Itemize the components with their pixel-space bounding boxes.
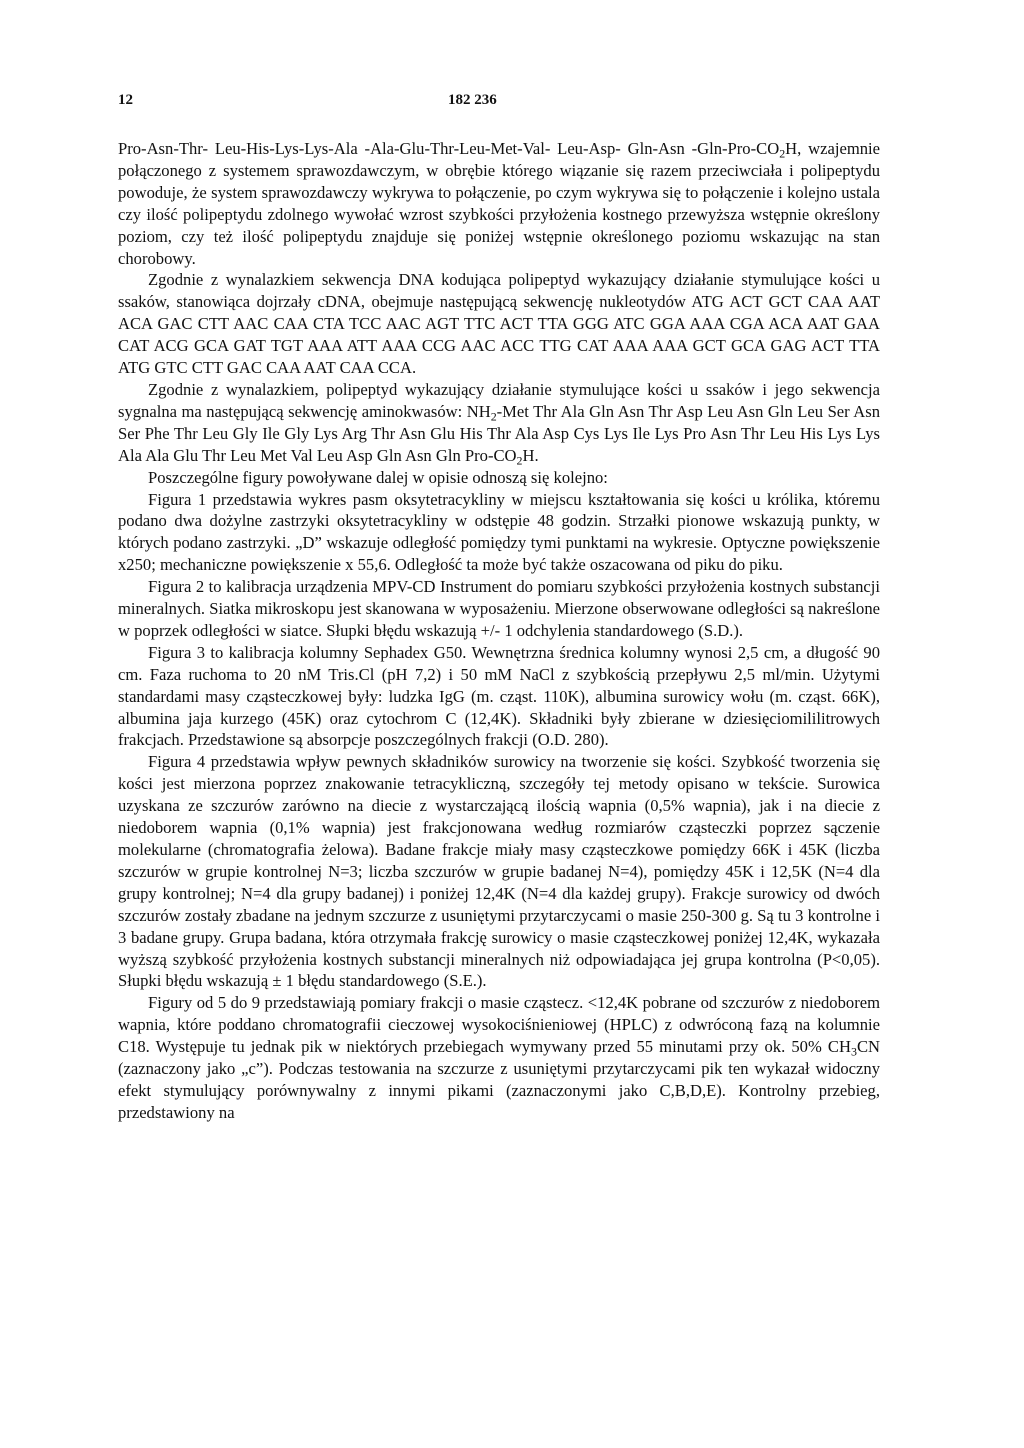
paragraph-2: Zgodnie z wynalazkiem sekwencja DNA kodująca polipeptyd wykazujący działanie stymulujące kości u ssaków, stanowiąca dojrzały cDNA, obejmuje następującą sekwencję nukleotydów ATG ACT GCT CAA AAT ACA GAC CTT AAC CAA CTA TCC AAC AGT TTC ACT TTA GGG ATC GGA AAA CGA ACA AAT GAA CAT ACG GCA GAT TGT AAA ATT AAA CCG AAC ACC TTG CAT AAA AAA GCT GCA GAG ACT TTA ATG GTC CTT GAC CAA AAT CAA CCA. [118,270,880,378]
paragraph-8: Figura 4 przedstawia wpływ pewnych składników surowicy na tworzenie się kości. Szybkość tworzenia się kości jest mierzona poprzez znakowanie tetracykliczną, szczegóły tej metody opisano w tekście. Surowica uzyskana ze szczurów zarówno na diecie z wystarczającą ilością wapnia (0,5% wapnia), jak i na diecie z niedoborem wapnia (0,1% wapnia) jest frakcjonowana według rozmiarów cząsteczki poprzez sączenie molekularne (chromatografia żelowa). Badane frakcje miały masy cząsteczkowe pomiędzy 66K i 45K (liczba szczurów w grupie kontrolnej N=3; liczba szczurów w grupie badanej N=4), pomiędzy 45K i 12,5K (N=4 dla grupy kontrolnej; N=4 dla grupy badanej) i poniżej 12,4K (N=4 dla każdej grupy). Frakcje surowicy od dwóch szczurów zostały zbadane na jednym szczurze z usuniętymi przytarczycami o masie 250-300 g. Są tu 3 kontrolne i 3 badane grupy. Grupa badana, która otrzymała frakcję surowicy o masie cząsteczkowej poniżej 12,4K, wykazała wyższą szybkość przyłożenia kostnych substancji mineralnych niż odpowiadająca jej grupa kontrolna (P<0,05). Słupki błędu wskazują ± 1 błędu standardowego (S.E.). [118,752,880,991]
paragraph-5: Figura 1 przedstawia wykres pasm oksytetracykliny w miejscu kształtowania się kości u królika, któremu podano dwa dożylne zastrzyki oksytetracykliny w odstępie 48 godzin. Strzałki pionowe wskazują punkty, w których podano zastrzyki. „D” wskazuje odległość pomiędzy tymi punktami na wykresie. Optyczne powiększenie x250; mechaniczne powiększenie x 55,6. Odległość ta może być także oszacowana od piku do piku. [118,489,880,575]
page-number: 12 [118,92,133,108]
paragraph-1: Pro-Asn-Thr- Leu-His-Lys-Lys-Ala -Ala-Glu-Thr-Leu-Met-Val- Leu-Asp- Gln-Asn $-Gln-Pro-CO_2H$, wzajemnie połączonego z systemem sprawozdawczym, w obrębie którego wiązanie się razem przeciwciała i polipeptydu powoduje, że system sprawozdawczy wykrywa to połączenie, po czym wykrywa się to połączenie i kolejno ustala czy ilość polipeptydu zdolnego wywołać wzrost szybkości przyłożenia kostnego przewyższa wstępnie określony poziom, czy też ilość polipeptydu znajduje się poniżej wstępnie określonego poziomu wskazując na stan chorobowy. [118,139,880,268]
body-text [118,138,880,1124]
paragraph-6: Figura 2 to kalibracja urządzenia MPV-CD Instrument do pomiaru szybkości przyłożenia kostnych substancji mineralnych. Siatka mikroskopu jest skanowana w wyposażeniu. Mierzone obserwowane odległości są nakreślone w poprzek odległości w siatce. Słupki błędu wskazują +/- 1 odchylenia standardowego (S.D.). [118,577,880,640]
patent-number: 182 236 [448,92,497,108]
paragraph-7: Figura 3 to kalibracja kolumny Sephadex G50. Wewnętrzna średnica kolumny wynosi 2,5 cm, a długość 90 cm. Faza ruchoma to 20 nM Tris.Cl (pH 7,2) i 50 mM NaCl z szybkością przepływu 2,5 ml/min. Użytymi standardami masy cząsteczkowej były: ludzka IgG (m. cząst. 110K), albumina surowicy wołu (m. cząst. 66K), albumina jaja kurzego (45K) oraz cytochrom C (12,4K). Składniki były zbierane w dziesięciomililitrowych frakcjach. Przedstawione są absorpcje poszczególnych frakcji (O.D. 280). [118,642,880,750]
paragraph-3: Zgodnie z wynalazkiem, polipeptyd wykazujący działanie stymulujące kości u ssaków i jego sekwencja sygnalna ma następującą sekwencję aminokwasów: $NH_2$-Met Thr Ala Gln Asn Thr Asp Leu Asn Gln Leu Ser Asn Ser Phe Thr Leu Gly Ile Gly Lys Arg Thr Asn Glu His Thr Ala Asp Cys Lys Ile Lys Pro Asn Thr Leu His Lys Lys Ala Ala Glu Thr Leu Met Val Leu Asp Gln Asn Gln Pro-$CO_2H$. [118,379,881,468]
paragraph-4: Poszczególne figury powoływane dalej w opisie odnoszą się kolejno: [148,467,608,487]
page-header [118,92,883,116]
paragraph-9: Figury od 5 do 9 przedstawiają pomiary frakcji o masie cząstecz. <12,4K pobrane od szczurów z niedoborem wapnia, które poddano chromatografii cieczowej wysokociśnieniowej (HPLC) z odwróconą fazą na kolumnie C18. Występuje tu jednak pik w niektórych przebiegach wymywany przed 55 minutami przy ok. 50% $CH_3CN$ (zaznaczony jako „c”). Podczas testowania na szczurze z usuniętymi przytarczycami pik ten wykazał widoczny efekt stymulujący porównywalny z innymi pikami (zaznaczonymi jako C,B,D,E). Kontrolny przebieg, przedstawiony na [118,993,880,1122]
